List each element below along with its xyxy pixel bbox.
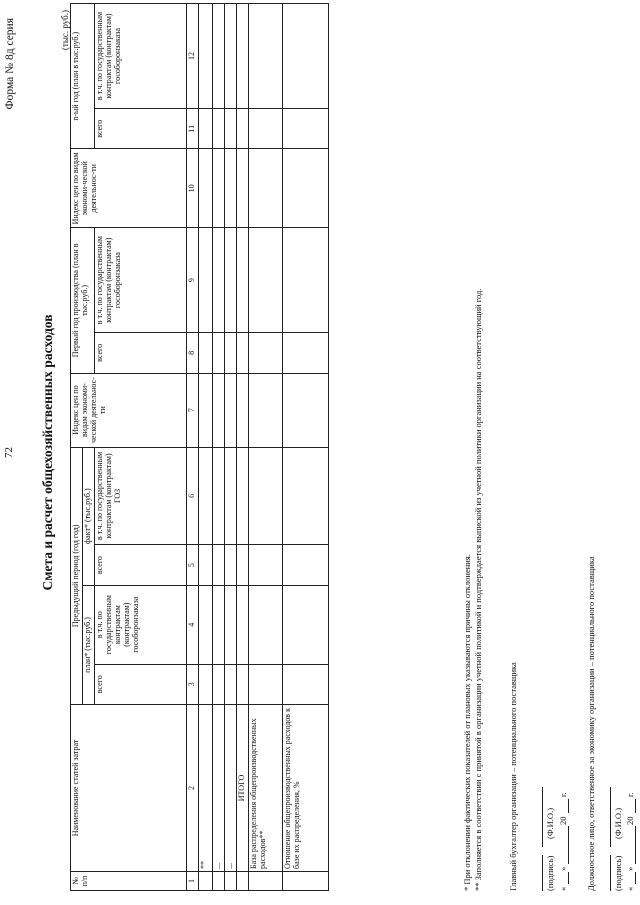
year-prefix: 20 (625, 816, 635, 825)
page-number: 72 (3, 447, 15, 458)
col-num: 9 (186, 228, 198, 333)
col-num: 4 (186, 585, 198, 664)
header-previous-period: Предыдущий период (год год) (71, 447, 83, 705)
col-num: 3 (186, 664, 198, 705)
footnote-1: * При отклонении фактических показателей от плановых указываются причины отклонения. (462, 554, 472, 891)
row-name: ** (198, 705, 212, 872)
year-suffix: г. (625, 792, 635, 797)
row-name: ... (224, 705, 236, 872)
header-total-plan: всего (94, 664, 186, 705)
signature-line (542, 855, 543, 891)
signature-caption: (подпись) (545, 855, 555, 891)
row-base-label: База распределения общепроизводственных расходов** (248, 705, 282, 872)
header-total-nth: всего (94, 108, 186, 149)
header-number: № п/п (71, 871, 187, 890)
col-num: 10 (186, 149, 198, 228)
col-num: 12 (186, 4, 198, 109)
month-line (568, 826, 569, 864)
fio-line (610, 787, 611, 847)
footnote-2: ** Заполняется в соответствии с принятой в организации учетной политикой и подтверждается выпиской из учетной политики организации на соответствующий год. (473, 288, 483, 891)
header-incl-first: в т.ч. по государственным контрактам (контрактам) гособоронзаказа (94, 228, 186, 333)
col-num: 7 (186, 373, 198, 447)
fio-caption: (Ф.И.О.) (613, 807, 623, 839)
header-fact: факт* (тыс.руб.) (82, 447, 94, 585)
col-num: 8 (186, 333, 198, 374)
row-name: ... (212, 705, 224, 872)
month-line (635, 826, 636, 864)
year-line (635, 799, 636, 813)
header-incl-fact: в т.ч. по государственным контрактам (контрактам) ГОЗ (94, 447, 186, 545)
year-line (568, 799, 569, 813)
table-row (198, 4, 212, 891)
chief-accountant-label: Главный бухгалтер организации – потенциального поставщика (508, 662, 518, 891)
signature-line (610, 855, 611, 891)
table-row-ratio (282, 4, 328, 891)
header-price-index-2: Индекс цен по видам экономи-ческой деятельнос-ти (71, 149, 187, 228)
col-num: 2 (186, 705, 198, 872)
responsible-person-label: Должностное лицо, ответственное за экономику организации – потенциального поставщика (586, 556, 596, 891)
day-line (635, 872, 636, 884)
header-incl-plan: в т.ч. по государственным контрактам (контрактам) гособоронзаказа (94, 585, 186, 664)
estimate-table (70, 3, 329, 891)
header-plan: план* (тыс.руб.) (82, 585, 94, 704)
date-open-quote: « (558, 886, 568, 891)
signature-caption: (подпись) (613, 855, 623, 891)
form-label: Форма № 8д серия (4, 18, 16, 110)
col-num: 11 (186, 108, 198, 149)
date-close-quote: » (625, 866, 635, 871)
date-open-quote: « (625, 886, 635, 891)
col-num: 6 (186, 447, 198, 545)
fio-line (542, 787, 543, 847)
day-line (568, 872, 569, 884)
header-incl-nth: в т.ч. по государственным контрактам (контрактам) гособоронзаказа (94, 4, 186, 109)
table-row (224, 4, 236, 891)
header-nth-year: n-ый год (план в тыс.руб.) (71, 4, 95, 150)
row-ratio-label: Отношение общепроизводственных расходов к базе их распределения, % (282, 705, 328, 872)
year-suffix: г. (558, 792, 568, 797)
col-num: 1 (186, 871, 198, 890)
column-number-row (186, 4, 198, 891)
units-label: (тыс. руб.) (60, 10, 70, 51)
year-prefix: 20 (558, 816, 568, 825)
fio-caption: (Ф.И.О.) (545, 807, 555, 839)
row-total-label: ИТОГО (236, 705, 248, 872)
header-total-first: всего (94, 333, 186, 374)
table-row-total (236, 4, 248, 891)
col-num: 5 (186, 545, 198, 586)
document-title: Смета и расчет общехозяйственных расходов (40, 314, 55, 591)
date-close-quote: » (558, 866, 568, 871)
header-name: Наименование статей затрат (71, 705, 187, 872)
table-row-base (248, 4, 282, 891)
table-row (212, 4, 224, 891)
header-price-index-1: Индекс цен по видам экономи-ческой деятельнос-ти (71, 373, 187, 447)
header-first-year: Первый год производства (план в тыс.руб.) (71, 228, 95, 373)
header-total-fact: всего (94, 545, 186, 586)
